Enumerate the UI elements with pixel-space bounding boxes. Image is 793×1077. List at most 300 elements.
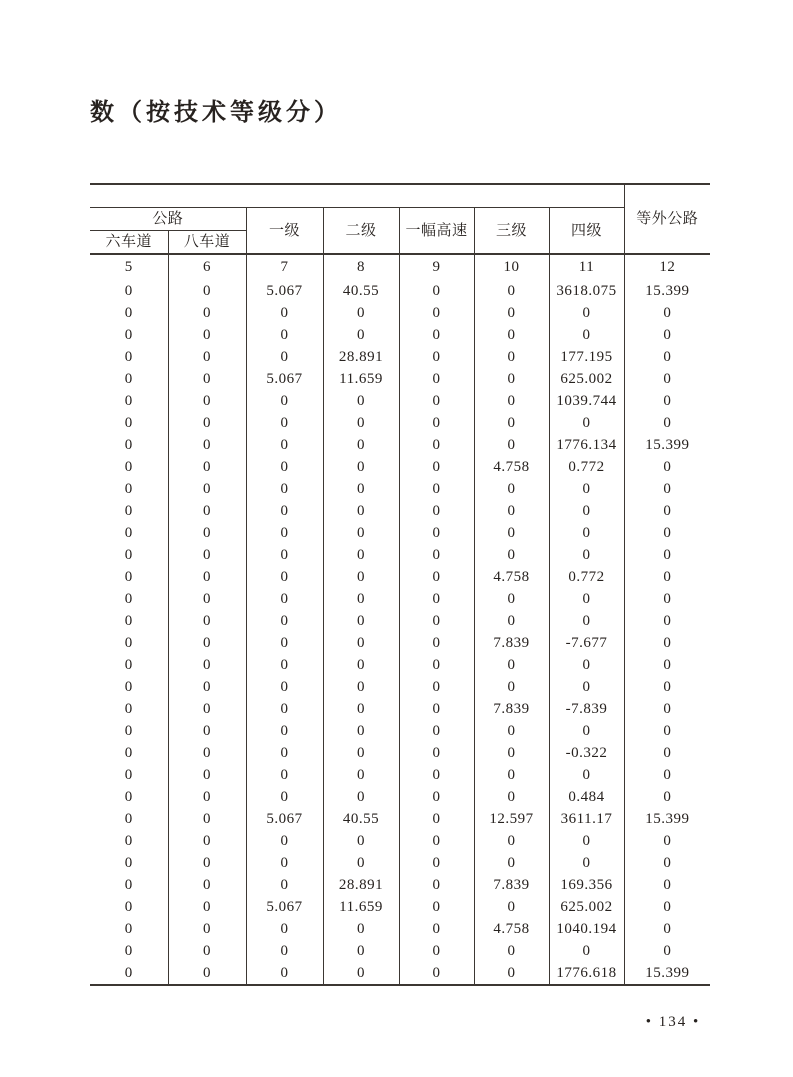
cell: 0 — [90, 676, 168, 698]
cell: 7.839 — [474, 874, 549, 896]
cell: 0 — [168, 676, 246, 698]
cell: 5.067 — [246, 896, 323, 918]
cell: 0 — [168, 852, 246, 874]
cell: 0 — [168, 566, 246, 588]
cell: 0 — [323, 500, 399, 522]
cell: 15.399 — [645, 283, 690, 299]
cell: 0 — [168, 280, 246, 302]
cell: 0.484 — [549, 786, 624, 808]
cell: 0 — [90, 434, 168, 456]
cell: 0 — [246, 544, 323, 566]
cell: 0 — [399, 390, 474, 412]
cell: 7.839 — [474, 698, 549, 720]
cell: -0.322 — [549, 742, 624, 764]
cell: 0 — [474, 786, 549, 808]
continuation-strip-row — [90, 184, 710, 208]
table-row — [90, 434, 710, 456]
table-row — [90, 808, 710, 830]
cell: 0 — [90, 918, 168, 940]
cell: 0 — [246, 940, 323, 962]
cell: 0 — [323, 390, 399, 412]
header-cell-six-lane: 六车道 — [90, 231, 168, 255]
cell: 0 — [474, 478, 549, 500]
cell: 0 — [90, 786, 168, 808]
table-row — [90, 962, 710, 985]
column-number-cell: 7 — [246, 254, 323, 280]
cell: 0 — [549, 544, 624, 566]
cell: 0 — [168, 742, 246, 764]
cell: 0 — [663, 657, 672, 673]
cell: 0 — [90, 852, 168, 874]
cell: 0 — [399, 632, 474, 654]
cell: 0 — [323, 918, 399, 940]
cell: 0 — [399, 456, 474, 478]
cell: 0 — [168, 324, 246, 346]
cell: 0 — [549, 478, 624, 500]
cell: 0 — [246, 698, 323, 720]
cell: 12.597 — [474, 808, 549, 830]
cell: 0 — [323, 456, 399, 478]
cell: 0 — [474, 390, 549, 412]
cell: 4.758 — [474, 456, 549, 478]
cell: 0 — [323, 412, 399, 434]
cell: 0 — [246, 302, 323, 324]
cell: -7.839 — [549, 698, 624, 720]
cell: 0 — [399, 808, 474, 830]
cell: 0 — [474, 830, 549, 852]
column-number-row — [90, 254, 710, 280]
cell: 0 — [168, 808, 246, 830]
table-row — [90, 676, 710, 698]
cell: 4.758 — [474, 566, 549, 588]
cell: 0 — [90, 764, 168, 786]
table-row — [90, 566, 710, 588]
cell: 0 — [246, 676, 323, 698]
cell: 0 — [399, 742, 474, 764]
table-row — [90, 324, 710, 346]
cell: 0 — [399, 302, 474, 324]
cell: 0 — [399, 830, 474, 852]
table-row — [90, 852, 710, 874]
continuation-strip-cell — [90, 184, 624, 208]
cell: 0 — [323, 676, 399, 698]
cell: 0 — [323, 566, 399, 588]
cell: 0 — [663, 745, 672, 761]
cell: 0 — [474, 500, 549, 522]
cell: 0 — [168, 720, 246, 742]
cell: 0 — [246, 874, 323, 896]
page-title: 数（按技术等级分） — [90, 100, 342, 126]
cell: 0 — [168, 610, 246, 632]
cell: 0 — [399, 566, 474, 588]
cell: 0 — [90, 500, 168, 522]
cell: 0 — [663, 393, 672, 409]
cell: 7.839 — [474, 632, 549, 654]
cell: 0 — [663, 877, 672, 893]
cell: 0 — [168, 302, 246, 324]
cell: 0 — [246, 918, 323, 940]
cell: 0 — [663, 855, 672, 871]
cell: 0 — [474, 676, 549, 698]
cell: 0 — [323, 720, 399, 742]
cell: 0 — [399, 324, 474, 346]
cell: 0 — [474, 324, 549, 346]
header-cell-grade1: 一级 — [246, 208, 323, 255]
table-row — [90, 698, 710, 720]
cell: 0 — [663, 503, 672, 519]
cell: 1040.194 — [549, 918, 624, 940]
cell: 0 — [663, 569, 672, 585]
cell: 0 — [90, 588, 168, 610]
cell: 0 — [90, 962, 168, 985]
cell: 0 — [474, 368, 549, 390]
cell: 11.659 — [323, 368, 399, 390]
cell: 0 — [168, 764, 246, 786]
cell: 0 — [663, 921, 672, 937]
header-cell-substandard-highway: 等外公路 — [624, 184, 710, 254]
cell: 0 — [663, 371, 672, 387]
cell: 0 — [663, 943, 672, 959]
cell: 625.002 — [549, 368, 624, 390]
cell: 0 — [399, 896, 474, 918]
cell: 0 — [90, 544, 168, 566]
cell: 0 — [549, 654, 624, 676]
cell: 0 — [168, 434, 246, 456]
cell: 0 — [474, 346, 549, 368]
cell: 0 — [246, 412, 323, 434]
table-row — [90, 346, 710, 368]
header-group-row — [90, 208, 710, 231]
cell: 0 — [663, 547, 672, 563]
cell: 4.758 — [474, 918, 549, 940]
cell: 0 — [246, 566, 323, 588]
cell: 0 — [90, 698, 168, 720]
cell: 0 — [246, 588, 323, 610]
cell: 0 — [549, 500, 624, 522]
cell: 28.891 — [323, 874, 399, 896]
cell: 0 — [549, 764, 624, 786]
table-row — [90, 632, 710, 654]
cell: 0 — [474, 280, 549, 302]
cell: 0 — [663, 305, 672, 321]
table-row — [90, 720, 710, 742]
cell: 0 — [246, 324, 323, 346]
cell: 5.067 — [246, 280, 323, 302]
cell: 0 — [663, 327, 672, 343]
cell: 3618.075 — [549, 280, 624, 302]
cell: 0 — [323, 610, 399, 632]
column-number-cell: 10 — [474, 254, 549, 280]
cell: 0 — [246, 434, 323, 456]
cell: 28.891 — [323, 346, 399, 368]
cell: 0 — [246, 720, 323, 742]
table-row — [90, 786, 710, 808]
cell: 0 — [90, 390, 168, 412]
cell: 0 — [90, 368, 168, 390]
cell: 0 — [323, 478, 399, 500]
cell: 0 — [549, 610, 624, 632]
cell: 5.067 — [246, 808, 323, 830]
cell: 0 — [663, 481, 672, 497]
cell: 0 — [246, 478, 323, 500]
cell: 11.659 — [323, 896, 399, 918]
cell: 0 — [323, 786, 399, 808]
cell: 0 — [399, 962, 474, 985]
cell: 0 — [168, 478, 246, 500]
table-header — [90, 184, 710, 280]
cell: 0 — [474, 764, 549, 786]
cell: 0 — [168, 698, 246, 720]
cell: 169.356 — [549, 874, 624, 896]
cell: 0 — [399, 478, 474, 500]
table-row — [90, 280, 710, 302]
cell: 0 — [90, 742, 168, 764]
column-number-cell: 11 — [549, 254, 624, 280]
cell: 0 — [90, 654, 168, 676]
cell: 0 — [168, 390, 246, 412]
table-row — [90, 412, 710, 434]
cell: 0 — [90, 610, 168, 632]
cell: 0 — [246, 742, 323, 764]
cell: 0 — [474, 434, 549, 456]
cell: 0 — [474, 852, 549, 874]
cell: 0 — [663, 525, 672, 541]
cell: 0 — [246, 390, 323, 412]
cell: 0 — [663, 899, 672, 915]
table-row — [90, 830, 710, 852]
cell: 0 — [663, 415, 672, 431]
cell: 40.55 — [323, 808, 399, 830]
cell: 0 — [323, 654, 399, 676]
cell: 0 — [323, 544, 399, 566]
cell: 0 — [323, 588, 399, 610]
cell: 0 — [399, 280, 474, 302]
cell: 0 — [90, 346, 168, 368]
cell: 0 — [168, 522, 246, 544]
cell: 0 — [90, 478, 168, 500]
cell: 1039.744 — [549, 390, 624, 412]
cell: 0 — [399, 720, 474, 742]
table-row — [90, 918, 710, 940]
cell: 0 — [399, 610, 474, 632]
cell: 0 — [90, 720, 168, 742]
table-row — [90, 478, 710, 500]
cell: 0 — [323, 830, 399, 852]
cell: 0 — [399, 786, 474, 808]
table-row — [90, 764, 710, 786]
cell: 0 — [549, 302, 624, 324]
cell: 0 — [399, 522, 474, 544]
cell: 0.772 — [549, 456, 624, 478]
column-number-cell: 12 — [659, 259, 676, 275]
cell: 0 — [474, 544, 549, 566]
cell: 0 — [168, 654, 246, 676]
cell: 0 — [663, 591, 672, 607]
table-row — [90, 896, 710, 918]
table-row — [90, 742, 710, 764]
cell: 177.195 — [549, 346, 624, 368]
table-row — [90, 610, 710, 632]
cell: 0 — [168, 786, 246, 808]
cell: 0 — [323, 852, 399, 874]
header-cell-grade4: 四级 — [549, 208, 624, 255]
column-number-cell: 5 — [90, 254, 168, 280]
cell: 0 — [246, 456, 323, 478]
cell: 0 — [90, 830, 168, 852]
cell: 0 — [663, 349, 672, 365]
cell: 0 — [246, 962, 323, 985]
cell: 0 — [90, 896, 168, 918]
cell: 0 — [663, 833, 672, 849]
cell: 1776.134 — [549, 434, 624, 456]
cell: 0 — [474, 742, 549, 764]
cell: 0 — [168, 962, 246, 985]
cell: 0 — [246, 786, 323, 808]
cell: 0 — [323, 764, 399, 786]
cell: 0 — [474, 302, 549, 324]
cell: 0 — [474, 896, 549, 918]
table-row — [90, 368, 710, 390]
cell: 0 — [323, 632, 399, 654]
cell: 0 — [549, 412, 624, 434]
cell: 0 — [246, 654, 323, 676]
cell: 0 — [90, 940, 168, 962]
table-row — [90, 654, 710, 676]
cell: 0 — [399, 698, 474, 720]
cell: 0 — [168, 896, 246, 918]
cell: 0 — [663, 789, 672, 805]
cell: 0 — [168, 500, 246, 522]
table-row — [90, 456, 710, 478]
cell: 625.002 — [549, 896, 624, 918]
cell: 0 — [663, 701, 672, 717]
cell: 0 — [90, 808, 168, 830]
mileage-table — [90, 183, 710, 986]
header-cell-grade2: 二级 — [323, 208, 399, 255]
cell: 0 — [399, 434, 474, 456]
cell: 15.399 — [645, 811, 690, 827]
cell: 0 — [399, 852, 474, 874]
cell: 0 — [246, 830, 323, 852]
cell: 0 — [663, 723, 672, 739]
cell: 0 — [90, 566, 168, 588]
cell: 0 — [474, 962, 549, 985]
cell: 0 — [399, 918, 474, 940]
cell: 0 — [663, 767, 672, 783]
cell: 0 — [90, 324, 168, 346]
cell: 0 — [474, 522, 549, 544]
cell: -7.677 — [549, 632, 624, 654]
cell: 15.399 — [645, 437, 690, 453]
cell: 0 — [474, 588, 549, 610]
cell: 0 — [90, 456, 168, 478]
cell: 0 — [399, 588, 474, 610]
column-number-cell: 8 — [323, 254, 399, 280]
cell: 0 — [323, 324, 399, 346]
cell: 0 — [549, 852, 624, 874]
cell: 0 — [90, 280, 168, 302]
cell: 0 — [168, 412, 246, 434]
cell: 0 — [168, 632, 246, 654]
cell: 0 — [246, 610, 323, 632]
table-row — [90, 302, 710, 324]
cell: 0 — [323, 522, 399, 544]
cell: 0 — [474, 940, 549, 962]
table-row — [90, 544, 710, 566]
cell: 0 — [549, 940, 624, 962]
cell: 0 — [549, 588, 624, 610]
header-cell-highway-group: 公路 — [90, 208, 246, 231]
column-number-cell: 6 — [168, 254, 246, 280]
cell: 0 — [399, 412, 474, 434]
cell: 0 — [90, 522, 168, 544]
cell: 0 — [399, 676, 474, 698]
cell: 0 — [663, 635, 672, 651]
cell: 0 — [549, 324, 624, 346]
cell: 0 — [168, 918, 246, 940]
cell: 0 — [323, 742, 399, 764]
cell: 0 — [474, 654, 549, 676]
cell: 15.399 — [645, 965, 690, 981]
cell: 0 — [399, 764, 474, 786]
table-row — [90, 500, 710, 522]
cell: 0 — [168, 368, 246, 390]
cell: 0 — [246, 764, 323, 786]
header-cell-eight-lane: 八车道 — [168, 231, 246, 255]
cell: 0 — [549, 720, 624, 742]
cell: 0 — [90, 302, 168, 324]
cell: 0 — [474, 610, 549, 632]
cell: 0 — [323, 962, 399, 985]
cell: 0 — [663, 459, 672, 475]
cell: 0 — [90, 874, 168, 896]
cell: 0 — [549, 522, 624, 544]
cell: 0 — [399, 368, 474, 390]
cell: 0 — [168, 456, 246, 478]
cell: 0 — [168, 874, 246, 896]
cell: 0 — [399, 940, 474, 962]
cell: 0 — [323, 698, 399, 720]
header-cell-single-carriageway-expressway: 一幅高速 — [399, 208, 474, 255]
table-row — [90, 588, 710, 610]
table-body — [90, 280, 710, 985]
cell: 0 — [246, 346, 323, 368]
table-row — [90, 390, 710, 412]
cell: 0 — [246, 852, 323, 874]
table-row — [90, 522, 710, 544]
cell: 3611.17 — [549, 808, 624, 830]
cell: 0 — [323, 940, 399, 962]
cell: 0 — [399, 500, 474, 522]
cell: 0 — [663, 679, 672, 695]
header-cell-grade3: 三级 — [474, 208, 549, 255]
cell: 1776.618 — [549, 962, 624, 985]
cell: 0 — [399, 874, 474, 896]
cell: 0 — [168, 346, 246, 368]
cell: 5.067 — [246, 368, 323, 390]
cell: 0 — [246, 500, 323, 522]
cell: 0 — [663, 613, 672, 629]
cell: 40.55 — [323, 280, 399, 302]
cell: 0 — [474, 412, 549, 434]
table-row — [90, 874, 710, 896]
page-number: • 134 • — [645, 1014, 701, 1030]
cell: 0 — [474, 720, 549, 742]
column-number-cell: 9 — [399, 254, 474, 280]
cell: 0 — [90, 412, 168, 434]
cell: 0 — [399, 346, 474, 368]
cell: 0 — [323, 434, 399, 456]
